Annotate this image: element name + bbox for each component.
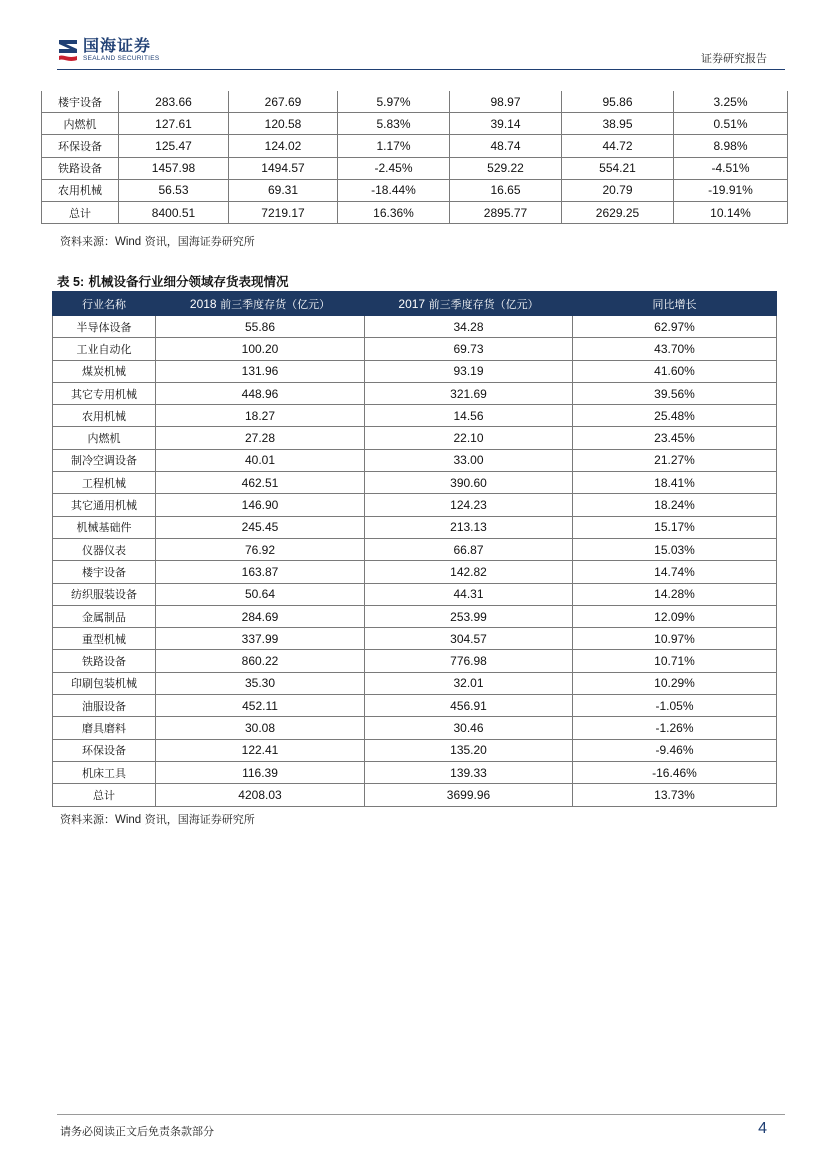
yoy-growth: 10.97% <box>573 628 777 650</box>
header-yoy-growth: 同比增长 <box>573 292 777 316</box>
header-2017-inventory <box>365 292 573 316</box>
inventory-2018: 100.20 <box>156 338 365 360</box>
inventory-2017: 44.31 <box>365 583 573 605</box>
industry-name: 纺织服装设备 <box>53 583 156 605</box>
cell-c6: -19.91% <box>674 179 788 201</box>
yoy-growth: 18.41% <box>573 472 777 494</box>
table-row <box>53 405 777 427</box>
cell-c4: 16.65 <box>450 179 562 201</box>
table-row <box>53 382 777 404</box>
cell-c2: 69.31 <box>229 179 338 201</box>
inventory-2017: 135.20 <box>365 739 573 761</box>
inventory-2018: 337.99 <box>156 628 365 650</box>
header-2017-label: 前三季度存货（亿元） <box>425 297 539 311</box>
table-row <box>53 561 777 583</box>
cell-c5: 38.95 <box>562 113 674 135</box>
header-2018-year: 2018 <box>189 296 217 311</box>
cell-c2: 267.69 <box>229 91 338 113</box>
inventory-2018: 448.96 <box>156 382 365 404</box>
industry-name: 制冷空调设备 <box>53 449 156 471</box>
table-row <box>53 494 777 516</box>
cell-c2: 1494.57 <box>229 157 338 179</box>
table-row <box>53 650 777 672</box>
cell-c4: 39.14 <box>450 113 562 135</box>
cell-c1: 283.66 <box>119 91 229 113</box>
cell-c4: 529.22 <box>450 157 562 179</box>
inventory-2018: 18.27 <box>156 405 365 427</box>
table-row <box>53 695 777 717</box>
industry-name: 工程机械 <box>53 472 156 494</box>
cell-c6: 0.51% <box>674 113 788 135</box>
inventory-2017: 213.13 <box>365 516 573 538</box>
table-row <box>53 427 777 449</box>
industry-name: 机械基础件 <box>53 516 156 538</box>
yoy-growth: 18.24% <box>573 494 777 516</box>
table-row <box>53 717 777 739</box>
table-row <box>42 179 788 201</box>
inventory-2017: 66.87 <box>365 538 573 560</box>
industry-name: 环保设备 <box>53 739 156 761</box>
cell-c5: 20.79 <box>562 179 674 201</box>
industry-name: 农用机械 <box>53 405 156 427</box>
table-row <box>53 316 777 338</box>
company-logo <box>57 37 160 63</box>
header-2018-inventory <box>156 292 365 316</box>
yoy-growth: 23.45% <box>573 427 777 449</box>
table5-caption <box>57 272 288 290</box>
cell-c3: -2.45% <box>338 157 450 179</box>
inventory-2018: 163.87 <box>156 561 365 583</box>
table5-inventory <box>52 291 777 807</box>
cell-c1: 127.61 <box>119 113 229 135</box>
yoy-growth: -1.26% <box>573 717 777 739</box>
report-type-label: 证券研究报告 <box>701 52 767 65</box>
inventory-2017: 34.28 <box>365 316 573 338</box>
cell-c3: 5.83% <box>338 113 450 135</box>
cell-c1: 8400.51 <box>119 201 229 223</box>
inventory-2018: 146.90 <box>156 494 365 516</box>
yoy-growth: 41.60% <box>573 360 777 382</box>
header-2018-label: 前三季度存货（亿元） <box>216 297 331 311</box>
yoy-growth: 10.29% <box>573 672 777 694</box>
table-row <box>53 360 777 382</box>
inventory-2017: 30.46 <box>365 717 573 739</box>
inventory-2018: 116.39 <box>156 761 365 783</box>
cell-c2: 124.02 <box>229 135 338 157</box>
row-name: 环保设备 <box>42 135 119 157</box>
industry-name: 磨具磨料 <box>53 717 156 739</box>
source-rest: 资讯，国海证券研究所 <box>141 813 255 826</box>
yoy-growth: 62.97% <box>573 316 777 338</box>
row-name: 农用机械 <box>42 179 119 201</box>
cell-c4: 2895.77 <box>450 201 562 223</box>
source-rest: 资讯，国海证券研究所 <box>141 235 255 248</box>
inventory-2018: 35.30 <box>156 672 365 694</box>
table-row <box>53 338 777 360</box>
inventory-2018: 50.64 <box>156 583 365 605</box>
industry-name: 总计 <box>53 784 156 806</box>
yoy-growth: 12.09% <box>573 605 777 627</box>
row-name: 内燃机 <box>42 113 119 135</box>
inventory-2017: 93.19 <box>365 360 573 382</box>
cell-c4: 98.97 <box>450 91 562 113</box>
industry-name: 印刷包装机械 <box>53 672 156 694</box>
inventory-2017: 321.69 <box>365 382 573 404</box>
page-number: 4 <box>758 1120 767 1137</box>
cell-c3: 16.36% <box>338 201 450 223</box>
cell-c1: 1457.98 <box>119 157 229 179</box>
inventory-2018: 462.51 <box>156 472 365 494</box>
industry-name: 铁路设备 <box>53 650 156 672</box>
cell-c3: -18.44% <box>338 179 450 201</box>
industry-name: 其它专用机械 <box>53 382 156 404</box>
table-row <box>53 739 777 761</box>
footer-disclaimer: 请务必阅读正文后免责条款部分 <box>60 1125 214 1138</box>
inventory-2017: 142.82 <box>365 561 573 583</box>
cell-c5: 554.21 <box>562 157 674 179</box>
table-row <box>53 784 777 806</box>
industry-name: 仪器仪表 <box>53 538 156 560</box>
yoy-growth: 15.17% <box>573 516 777 538</box>
yoy-growth: 14.74% <box>573 561 777 583</box>
table-row <box>53 472 777 494</box>
inventory-2018: 452.11 <box>156 695 365 717</box>
table-row <box>53 628 777 650</box>
cell-c3: 1.17% <box>338 135 450 157</box>
industry-name: 金属制品 <box>53 605 156 627</box>
source-label: 资料来源： <box>60 235 115 248</box>
row-name: 铁路设备 <box>42 157 119 179</box>
yoy-growth: 39.56% <box>573 382 777 404</box>
source-wind: Wind <box>115 236 142 248</box>
cell-c6: -4.51% <box>674 157 788 179</box>
inventory-2017: 69.73 <box>365 338 573 360</box>
inventory-2018: 30.08 <box>156 717 365 739</box>
cell-c6: 3.25% <box>674 91 788 113</box>
inventory-2017: 776.98 <box>365 650 573 672</box>
footer-divider <box>57 1114 785 1115</box>
inventory-2018: 122.41 <box>156 739 365 761</box>
yoy-growth: 43.70% <box>573 338 777 360</box>
inventory-2018: 76.92 <box>156 538 365 560</box>
table-row <box>53 605 777 627</box>
table-row <box>53 538 777 560</box>
logo-english-name: SEALAND SECURITIES <box>83 54 160 62</box>
inventory-2017: 124.23 <box>365 494 573 516</box>
industry-name: 油服设备 <box>53 695 156 717</box>
row-name: 总计 <box>42 201 119 223</box>
inventory-2018: 27.28 <box>156 427 365 449</box>
table-row <box>53 516 777 538</box>
cell-c3: 5.97% <box>338 91 450 113</box>
table5-header-row <box>53 292 777 316</box>
industry-name: 其它通用机械 <box>53 494 156 516</box>
yoy-growth: -16.46% <box>573 761 777 783</box>
industry-name: 煤炭机械 <box>53 360 156 382</box>
header-2017-year: 2017 <box>398 296 426 311</box>
inventory-2018: 55.86 <box>156 316 365 338</box>
inventory-2017: 456.91 <box>365 695 573 717</box>
table-row <box>53 449 777 471</box>
row-name: 楼宇设备 <box>42 91 119 113</box>
inventory-2018: 245.45 <box>156 516 365 538</box>
inventory-2018: 860.22 <box>156 650 365 672</box>
cell-c2: 120.58 <box>229 113 338 135</box>
yoy-growth: 25.48% <box>573 405 777 427</box>
table-row <box>42 91 788 113</box>
caption-title: 机械设备行业细分领域存货表现情况 <box>84 274 289 289</box>
table4-continuation <box>41 91 788 224</box>
table-row <box>53 583 777 605</box>
cell-c5: 2629.25 <box>562 201 674 223</box>
yoy-growth: 15.03% <box>573 538 777 560</box>
industry-name: 工业自动化 <box>53 338 156 360</box>
cell-c1: 125.47 <box>119 135 229 157</box>
table4-source <box>60 233 255 249</box>
yoy-growth: -1.05% <box>573 695 777 717</box>
industry-name: 重型机械 <box>53 628 156 650</box>
industry-name: 半导体设备 <box>53 316 156 338</box>
inventory-2017: 3699.96 <box>365 784 573 806</box>
inventory-2018: 131.96 <box>156 360 365 382</box>
sealand-logo-icon <box>57 37 79 63</box>
caption-number: 5: <box>69 275 85 289</box>
inventory-2017: 14.56 <box>365 405 573 427</box>
table-row <box>42 135 788 157</box>
source-label: 资料来源： <box>60 813 115 826</box>
cell-c6: 8.98% <box>674 135 788 157</box>
inventory-2017: 22.10 <box>365 427 573 449</box>
inventory-2017: 253.99 <box>365 605 573 627</box>
table-row <box>53 672 777 694</box>
inventory-2017: 304.57 <box>365 628 573 650</box>
caption-prefix: 表 <box>57 274 70 289</box>
industry-name: 楼宇设备 <box>53 561 156 583</box>
inventory-2018: 284.69 <box>156 605 365 627</box>
inventory-2017: 32.01 <box>365 672 573 694</box>
cell-c1: 56.53 <box>119 179 229 201</box>
inventory-2017: 33.00 <box>365 449 573 471</box>
header-industry: 行业名称 <box>53 292 156 316</box>
cell-c5: 44.72 <box>562 135 674 157</box>
yoy-growth: 21.27% <box>573 449 777 471</box>
logo-chinese-name: 国海证券 <box>83 35 152 55</box>
cell-c5: 95.86 <box>562 91 674 113</box>
source-wind: Wind <box>115 814 142 826</box>
inventory-2017: 390.60 <box>365 472 573 494</box>
table5-source <box>60 811 255 827</box>
table-row <box>42 113 788 135</box>
yoy-growth: 13.73% <box>573 784 777 806</box>
yoy-growth: 10.71% <box>573 650 777 672</box>
yoy-growth: -9.46% <box>573 739 777 761</box>
cell-c2: 7219.17 <box>229 201 338 223</box>
table-row <box>53 761 777 783</box>
industry-name: 机床工具 <box>53 761 156 783</box>
inventory-2018: 40.01 <box>156 449 365 471</box>
industry-name: 内燃机 <box>53 427 156 449</box>
table-row <box>42 157 788 179</box>
yoy-growth: 14.28% <box>573 583 777 605</box>
header-divider <box>57 69 785 70</box>
cell-c4: 48.74 <box>450 135 562 157</box>
inventory-2017: 139.33 <box>365 761 573 783</box>
cell-c6: 10.14% <box>674 201 788 223</box>
inventory-2018: 4208.03 <box>156 784 365 806</box>
table-row <box>42 201 788 223</box>
